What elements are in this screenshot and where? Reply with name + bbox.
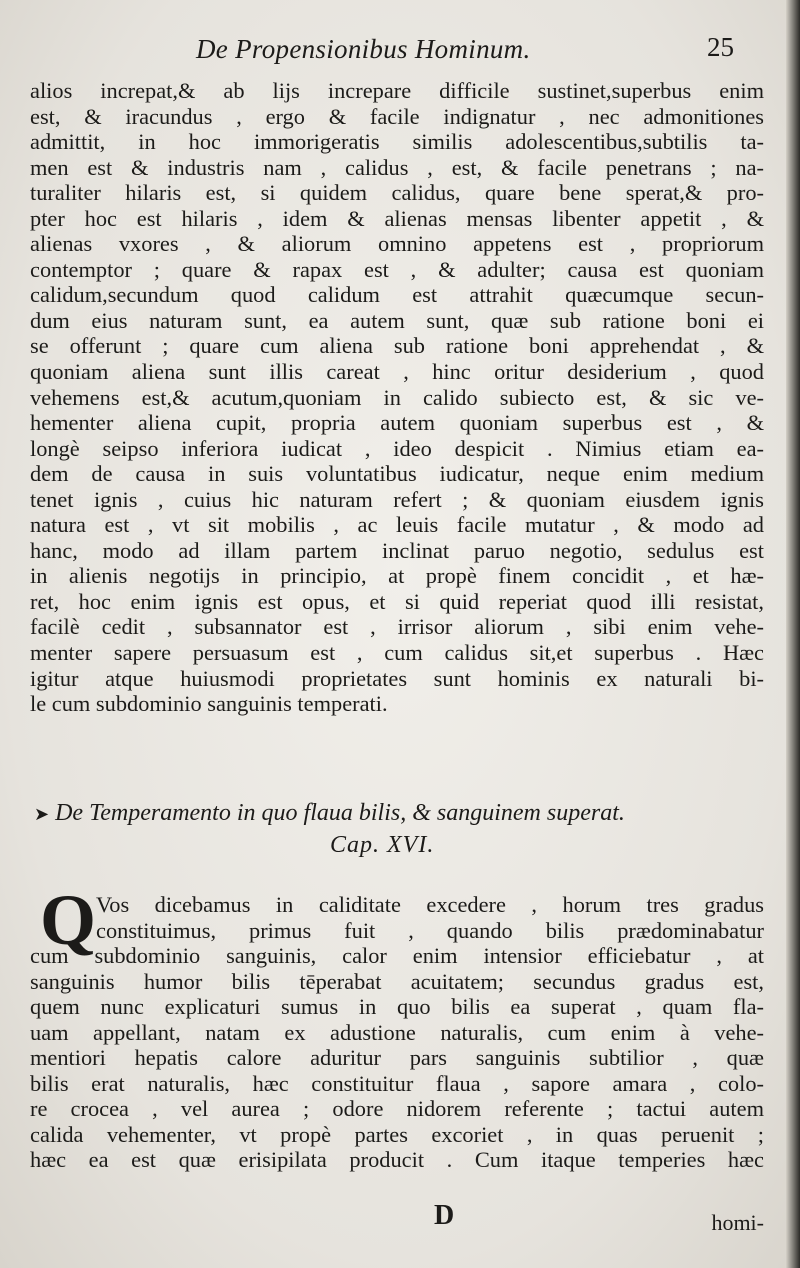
chapter-heading	[34, 800, 764, 827]
text-line: hanc, modo ad illam partem inclinat paruo negotio, sedulus est	[30, 537, 764, 563]
pointer-icon: ➤	[34, 804, 50, 824]
text-line: igitur atque huiusmodi proprietates sunt hominis ex naturali bi-	[30, 665, 764, 691]
text-line: le cum subdominio sanguinis temperati.	[30, 691, 388, 717]
text-line: men est & industris nam , calidus , est, & facile penetrans ; na-	[30, 154, 764, 180]
text-line: longè seipso inferiora iudicat , ideo despicit . Nimius etiam ea-	[30, 435, 764, 461]
text-line: re crocea , vel aurea ; odore nidorem referente ; tactui autem	[30, 1096, 764, 1122]
text-line: uam appellant, natam ex adustione naturalis, cum enim à vehe-	[30, 1019, 764, 1045]
text-line: quoniam aliena sunt illis careat , hinc oritur desiderium , quod	[30, 359, 764, 385]
text-line: Vos dicebamus in caliditate excedere , horum tres gradus	[96, 892, 764, 917]
text-line: contemptor ; quare & rapax est , & adulter; causa est quoniam	[30, 256, 764, 282]
text-line: constituimus, primus fuit , quando bilis prædominabatur	[96, 917, 764, 943]
text-line: est, & iracundus , ergo & facile indignatur , nec admonitiones	[30, 103, 764, 129]
text-line: admittit, in hoc immorigeratis similis adolescentibus,subtilis ta-	[30, 129, 764, 155]
text-line: ret, hoc enim ignis est opus, et si quid reperiat quod illi resistat,	[30, 588, 764, 614]
text-line: hæc ea est quæ erisipilata producit . Cum itaque temperies hæc	[30, 1147, 764, 1173]
text-line: alienas vxores , & aliorum omnino appetens est , propriorum	[30, 231, 764, 257]
chapter-number: Cap. XVI.	[330, 832, 435, 858]
text-line: menter sapere persuasum est , cum calidus sit,et superbus . Hæc	[30, 640, 764, 666]
text-line: natura est , vt sit mobilis , ac leuis facile mutatur , & modo ad	[30, 512, 764, 538]
text-line: facilè cedit , subsannator est , irrisor aliorum , sibi enim vehe-	[30, 614, 764, 640]
page-number: 25	[707, 32, 734, 62]
text-line: tenet ignis , cuius hic naturam refert ; & quoniam eiusdem ignis	[30, 486, 764, 512]
running-title: De Propensionibus Hominum.	[196, 34, 531, 64]
signature-mark: D	[434, 1200, 455, 1231]
text-line: bilis erat naturalis, hæc constituitur flaua , sapore amara , colo-	[30, 1070, 764, 1096]
paragraph-2	[30, 892, 764, 1173]
paragraph-1	[30, 78, 764, 717]
catchword: homi-	[711, 1210, 764, 1235]
text-line: se offerunt ; quare cum aliena sub ratione boni apprehendat , &	[30, 333, 764, 359]
text-line: quem nunc explicaturi sumus in quo bilis ea superat , quam fla-	[30, 994, 764, 1020]
text-line: pter hoc est hilaris , idem & alienas mensas libenter appetit , &	[30, 205, 764, 231]
page-header	[196, 34, 764, 70]
text-line: dum eius naturam sunt, ea autem sunt, quæ sub ratione boni ei	[30, 307, 764, 333]
text-line: vehemens est,& acutum,quoniam in calido subiecto est, & sic ve-	[30, 384, 764, 410]
text-line: calidum,secundum quod calidum est attrahit quæcumque secun-	[30, 282, 764, 308]
text-line: hementer aliena cupit, propria autem quoniam superbus est , &	[30, 410, 764, 436]
drop-cap: Q	[40, 880, 97, 960]
text-line: mentiori hepatis calore aduritur pars sanguinis subtilior , quæ	[30, 1045, 764, 1071]
page-edge-shadow	[786, 0, 800, 1268]
text-line: alios increpat,& ab lijs increpare difficile sustinet,superbus enim	[30, 78, 764, 103]
text-line: dem de causa in suis voluntatibus iudicatur, neque enim medium	[30, 461, 764, 487]
text-line: cum subdominio sanguinis, calor enim intensior efficiebatur , at	[30, 943, 764, 969]
text-line: in alienis negotijs in principio, at propè finem concidit , et hæ-	[30, 563, 764, 589]
chapter-title: De Temperamento in quo flaua bilis, & sanguinem superat.	[55, 800, 625, 826]
text-line: calida vehementer, vt propè partes excoriet , in quas peruenit ;	[30, 1121, 764, 1147]
text-line: sanguinis humor bilis tēperabat acuitatem; secundus gradus est,	[30, 968, 764, 994]
text-line: turaliter hilaris est, si quidem calidus, quare bene sperat,& pro-	[30, 180, 764, 206]
